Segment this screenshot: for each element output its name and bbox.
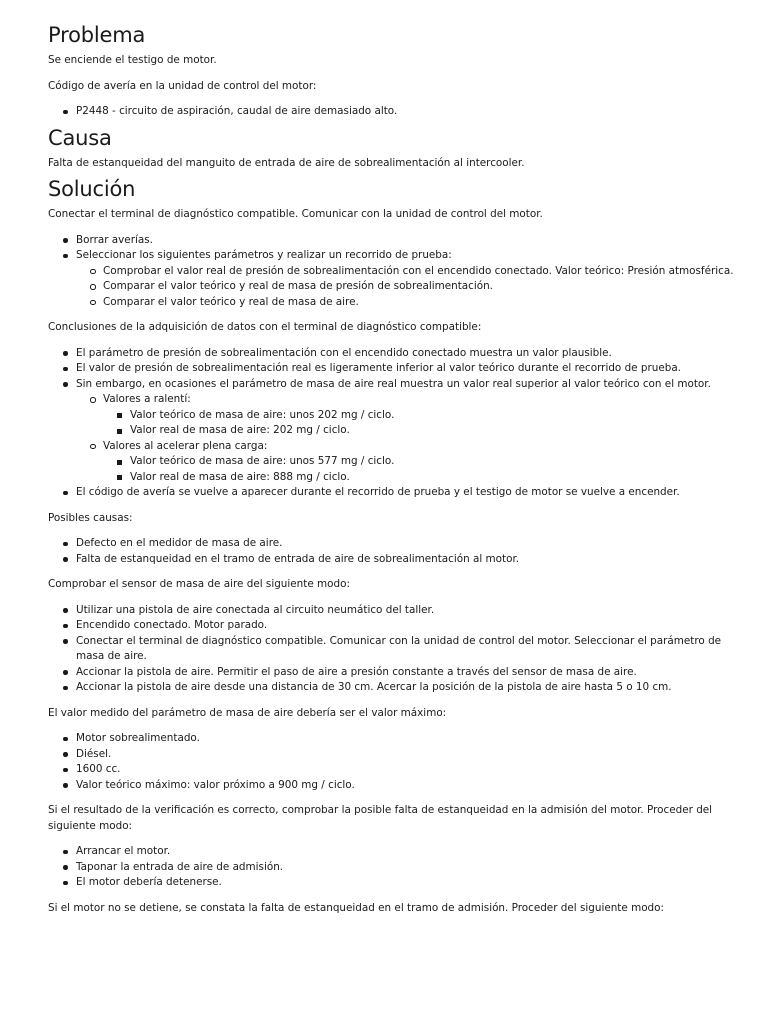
list-item: Accionar la pistola de aire. Permitir el paso de aire a presión constante a través del sensor de masa de aire. bbox=[48, 665, 738, 681]
solucion-paragraph-6: Si el resultado de la verificación es correcto, comprobar la posible falta de estanqueidad en la admisión del motor. Proceder del siguiente modo: bbox=[48, 804, 713, 832]
solucion-paragraph-1: Conectar el terminal de diagnóstico compatible. Comunicar con la unidad de control del motor. bbox=[48, 208, 543, 220]
problema-list bbox=[48, 104, 738, 120]
list-item: Encendido conectado. Motor parado. bbox=[48, 618, 738, 634]
solucion-list-6 bbox=[48, 844, 738, 891]
sub-sub-list-item: Valor real de masa de aire: 202 mg / ciclo. bbox=[130, 423, 738, 439]
list-item-text: Seleccionar los siguientes parámetros y realizar un recorrido de prueba: bbox=[76, 249, 452, 261]
list-item: Diésel. bbox=[48, 747, 738, 763]
list-item: Falta de estanqueidad en el tramo de entrada de aire de sobrealimentación al motor. bbox=[48, 552, 738, 568]
list-item bbox=[48, 248, 738, 310]
heading-problema: Problema bbox=[48, 23, 146, 47]
list-item bbox=[48, 377, 738, 486]
list-item: El parámetro de presión de sobrealimentación con el encendido conectado muestra un valor plausible. bbox=[48, 346, 738, 362]
sub-list-item-text: Valores al acelerar plena carga: bbox=[103, 439, 268, 452]
list-item: Taponar la entrada de aire de admisión. bbox=[48, 860, 738, 876]
list-item-text: Sin embargo, en ocasiones el parámetro de masa de aire real muestra un valor real superior al valor teórico con el motor. bbox=[76, 377, 711, 390]
list-item: El código de avería se vuelve a aparecer durante el recorrido de prueba y el testigo de motor se vuelve a encender. bbox=[48, 485, 738, 501]
sub-list-item bbox=[103, 392, 738, 439]
list-item: P2448 - circuito de aspiración, caudal de aire demasiado alto. bbox=[48, 104, 738, 120]
list-item: Arrancar el motor. bbox=[48, 844, 738, 860]
solucion-paragraph-4: Comprobar el sensor de masa de aire del siguiente modo: bbox=[48, 578, 350, 590]
solucion-list-1 bbox=[48, 233, 738, 311]
sub-list bbox=[103, 264, 738, 311]
heading-solucion: Solución bbox=[48, 177, 136, 201]
solucion-list-5 bbox=[48, 731, 738, 793]
solucion-paragraph-7: Si el motor no se detiene, se constata la falta de estanqueidad en el tramo de admisión. Proceder del siguiente modo: bbox=[48, 901, 665, 914]
sub-sub-list-item: Valor teórico de masa de aire: unos 577 mg / ciclo. bbox=[130, 454, 738, 470]
sub-sub-list bbox=[130, 408, 738, 439]
list-item: Defecto en el medidor de masa de aire. bbox=[48, 536, 738, 552]
list-item: Conectar el terminal de diagnóstico compatible. Comunicar con la unidad de control del motor. Seleccionar el parámetro de masa de aire. bbox=[48, 634, 738, 665]
list-item: 1600 cc. bbox=[48, 762, 738, 778]
sub-list-item: Comparar el valor teórico y real de masa de aire. bbox=[103, 295, 738, 311]
problema-paragraph-2: Código de avería en la unidad de control del motor: bbox=[48, 79, 317, 92]
list-item: Valor teórico máximo: valor próximo a 900 mg / ciclo. bbox=[48, 778, 738, 794]
solucion-paragraph-2: Conclusiones de la adquisición de datos con el terminal de diagnóstico compatible: bbox=[48, 321, 482, 333]
sub-list-item-text: Valores a ralentí: bbox=[103, 393, 191, 405]
list-item: El valor de presión de sobrealimentación real es ligeramente inferior al valor teórico durante el recorrido de prueba. bbox=[48, 361, 738, 377]
solucion-list-2 bbox=[48, 346, 738, 501]
sub-sub-list-item: Valor teórico de masa de aire: unos 202 mg / ciclo. bbox=[130, 408, 738, 424]
list-item: Accionar la pistola de aire desde una distancia de 30 cm. Acercar la posición de la pistola de aire hasta 5 o 10 cm. bbox=[48, 680, 738, 696]
solucion-paragraph-3: Posibles causas: bbox=[48, 511, 133, 524]
document-body bbox=[48, 21, 738, 916]
list-item: Utilizar una pistola de aire conectada al circuito neumático del taller. bbox=[48, 603, 738, 619]
list-item: Borrar averías. bbox=[48, 233, 738, 249]
sub-list-item: Comprobar el valor real de presión de sobrealimentación con el encendido conectado. Valor teórico: Presión atmosférica. bbox=[103, 264, 738, 280]
solucion-list-3 bbox=[48, 536, 738, 567]
problema-paragraph-1: Se enciende el testigo de motor. bbox=[48, 54, 217, 66]
heading-causa: Causa bbox=[48, 125, 112, 150]
list-item: El motor debería detenerse. bbox=[48, 875, 738, 891]
causa-paragraph-1: Falta de estanqueidad del manguito de entrada de aire de sobrealimentación al intercooler. bbox=[48, 156, 525, 169]
solucion-paragraph-5: El valor medido del parámetro de masa de aire debería ser el valor máximo: bbox=[48, 706, 447, 719]
sub-list-item bbox=[103, 439, 738, 486]
sub-sub-list-item: Valor real de masa de aire: 888 mg / ciclo. bbox=[130, 470, 738, 486]
sub-list-item: Comparar el valor teórico y real de masa de presión de sobrealimentación. bbox=[103, 279, 738, 295]
sub-list bbox=[103, 392, 738, 485]
sub-sub-list bbox=[130, 454, 738, 485]
solucion-list-4 bbox=[48, 603, 738, 696]
list-item: Motor sobrealimentado. bbox=[48, 731, 738, 747]
